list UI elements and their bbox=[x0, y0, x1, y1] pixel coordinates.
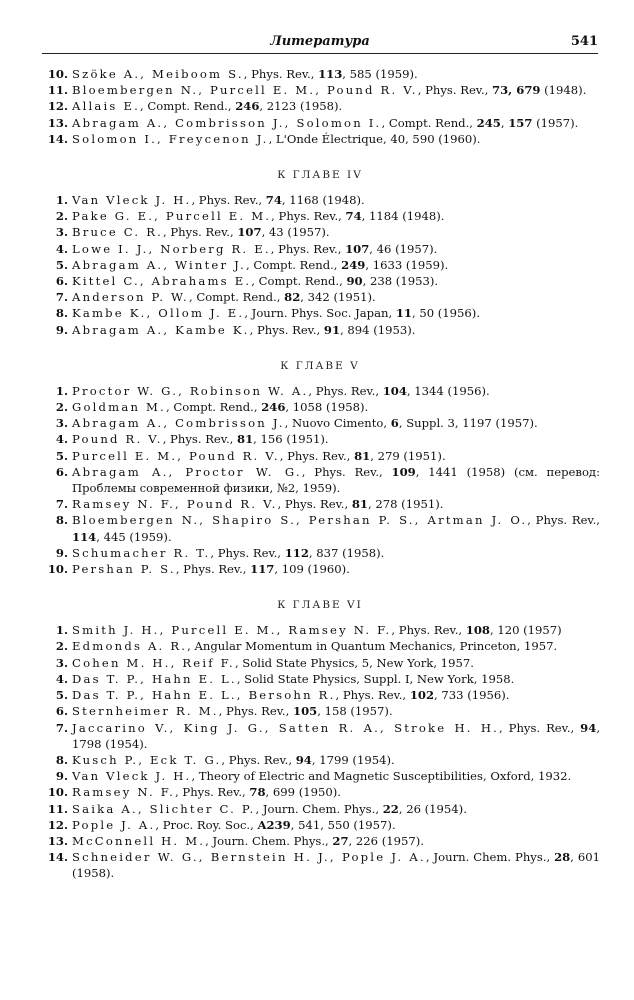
reference-detail: , Phys. Rev., bbox=[243, 67, 319, 81]
reference-number: 4. bbox=[55, 671, 68, 686]
reference-text bbox=[72, 817, 600, 833]
reference-authors: Bruce C. R. bbox=[72, 225, 164, 240]
reference-detail: , 279 (1951). bbox=[370, 448, 446, 463]
reference-authors: Schumacher R. T. bbox=[72, 545, 211, 560]
reference-number: 4. bbox=[55, 241, 68, 256]
reference-volume: 28 bbox=[554, 850, 571, 865]
reference-detail: , Phys. Rev., bbox=[335, 688, 410, 703]
reference-volume: 249 bbox=[341, 257, 366, 272]
reference-detail: , bbox=[500, 115, 509, 130]
reference-volume: 90 bbox=[346, 274, 363, 289]
reference-volume: 107 bbox=[237, 225, 262, 240]
reference-detail: , Angular Momentum in Quantum Mechanics, Princeton, 1957. bbox=[187, 639, 558, 654]
reference-text bbox=[72, 273, 600, 289]
reference-text bbox=[72, 671, 600, 687]
reference-detail: , Phys. Rev., bbox=[271, 209, 346, 224]
reference-entry bbox=[40, 82, 600, 98]
reference-entry bbox=[40, 801, 600, 817]
reference-authors: Ramsey N. F. bbox=[72, 785, 176, 800]
reference-text bbox=[72, 720, 600, 752]
reference-list bbox=[40, 66, 600, 882]
reference-text bbox=[72, 98, 600, 114]
reference-text bbox=[72, 131, 600, 147]
reference-detail: , Phys. Rev., bbox=[175, 785, 250, 800]
reference-detail: , 1168 (1948). bbox=[281, 193, 365, 208]
reference-volume: 91 bbox=[323, 322, 341, 337]
reference-detail: , Compt. Rend., bbox=[166, 400, 262, 415]
reference-entry bbox=[40, 545, 600, 561]
reference-volume: 109 bbox=[391, 464, 416, 479]
reference-number: 14. bbox=[47, 131, 68, 146]
reference-detail: , 1799 (1954). bbox=[311, 752, 395, 767]
page-number: 541 bbox=[570, 34, 598, 49]
reference-authors: Anderson P. W. bbox=[72, 290, 189, 305]
reference-detail: , 1184 (1948). bbox=[361, 209, 445, 224]
reference-number: 3. bbox=[55, 655, 68, 670]
reference-detail: , Phys. Rev., bbox=[191, 193, 266, 208]
reference-detail: , L'Onde Électrique, 40, 590 (1960). bbox=[268, 131, 481, 146]
reference-number: 8. bbox=[55, 513, 68, 528]
reference-volume: 11 bbox=[395, 306, 412, 321]
reference-volume: 82 bbox=[284, 290, 301, 305]
reference-entry bbox=[40, 208, 600, 224]
reference-detail: , 46 (1957). bbox=[369, 241, 438, 256]
reference-detail: , 226 (1957). bbox=[348, 833, 424, 848]
reference-authors: Abragam A., Combrisson J., Solomon I. bbox=[72, 115, 382, 130]
reference-detail: , 585 (1959). bbox=[342, 67, 418, 81]
reference-entry bbox=[40, 784, 600, 800]
reference-text bbox=[72, 655, 600, 671]
reference-authors: Szöke A., Meiboom S. bbox=[72, 67, 244, 81]
reference-authors: Proctor W. G., Robinson W. A. bbox=[72, 383, 309, 398]
reference-volume: 105 bbox=[293, 704, 318, 719]
reference-number: 10. bbox=[47, 562, 68, 577]
reference-authors: McConnell H. M. bbox=[72, 833, 206, 848]
reference-entry bbox=[40, 399, 600, 415]
reference-detail: , Theory of Electric and Magnetic Susceptibilities, Oxford, 1932. bbox=[191, 769, 572, 784]
reference-number: 1. bbox=[55, 383, 68, 398]
reference-text bbox=[72, 687, 600, 703]
reference-entry bbox=[40, 833, 600, 849]
reference-text bbox=[72, 448, 600, 464]
reference-volume: 27 bbox=[332, 833, 349, 848]
reference-authors: Van Vleck J. H. bbox=[72, 193, 192, 208]
reference-authors: Ramsey N. F., Pound R. V. bbox=[72, 497, 278, 512]
reference-number: 7. bbox=[55, 497, 68, 512]
reference-volume: 73, 679 bbox=[492, 83, 541, 98]
reference-detail: (1957). bbox=[532, 115, 579, 130]
reference-detail: , Solid State Physics, 5, New York, 1957. bbox=[234, 655, 474, 670]
reference-detail: , 699 (1950). bbox=[265, 785, 341, 800]
reference-volume: A239 bbox=[257, 817, 291, 832]
reference-number: 12. bbox=[47, 99, 68, 114]
reference-text bbox=[72, 703, 600, 719]
reference-entry bbox=[40, 720, 600, 752]
reference-detail: , Compt. Rend., bbox=[381, 115, 477, 130]
reference-text bbox=[72, 496, 600, 512]
reference-number: 5. bbox=[55, 257, 68, 272]
reference-number: 13. bbox=[47, 833, 68, 848]
reference-detail: , Proc. Roy. Soc., bbox=[155, 817, 258, 832]
reference-volume: 81 bbox=[351, 497, 368, 512]
reference-number: 12. bbox=[47, 817, 68, 832]
reference-text bbox=[72, 638, 600, 654]
reference-number: 10. bbox=[47, 67, 68, 81]
reference-detail: , Phys. Rev., bbox=[162, 432, 238, 447]
reference-text bbox=[72, 399, 600, 415]
reference-entry bbox=[40, 464, 600, 496]
reference-authors: Van Vleck J. H. bbox=[72, 769, 192, 784]
reference-text bbox=[72, 322, 600, 338]
reference-entry bbox=[40, 687, 600, 703]
reference-detail: , Phys. Rev., bbox=[175, 562, 251, 577]
reference-entry bbox=[40, 192, 600, 208]
reference-detail: , Solid State Physics, Suppl. I, New York, 1958. bbox=[236, 671, 515, 686]
reference-detail: , Journ. Phys. Soc. Japan, bbox=[244, 306, 396, 321]
reference-detail: , Compt. Rend., bbox=[245, 257, 342, 272]
reference-text bbox=[72, 257, 600, 273]
reference-volume: 102 bbox=[409, 688, 435, 703]
reference-volume: 108 bbox=[465, 623, 490, 638]
reference-volume: 112 bbox=[284, 545, 309, 560]
reference-authors: Schneider W. G., Bernstein H. J., Pople J. A. bbox=[72, 850, 426, 865]
reference-text bbox=[72, 464, 600, 496]
reference-authors: Solomon I., Freycenon J. bbox=[72, 131, 269, 146]
reference-text bbox=[72, 415, 600, 431]
reference-volume: 81 bbox=[237, 432, 254, 447]
reference-number: 1. bbox=[55, 193, 68, 208]
reference-number: 5. bbox=[55, 688, 68, 703]
reference-number: 2. bbox=[55, 639, 68, 654]
reference-number: 9. bbox=[55, 769, 68, 784]
reference-number: 8. bbox=[55, 306, 68, 321]
reference-section bbox=[40, 66, 600, 147]
reference-detail: , 837 (1958). bbox=[308, 545, 385, 560]
reference-number: 6. bbox=[55, 464, 68, 479]
reference-detail: , Phys. Rev., bbox=[499, 720, 581, 735]
reference-entry bbox=[40, 655, 600, 671]
reference-detail: , 2123 (1958). bbox=[259, 99, 343, 114]
reference-volume: 107 bbox=[345, 241, 370, 256]
reference-detail: , Suppl. 3, 1197 (1957). bbox=[398, 416, 538, 431]
section-heading: К ГЛАВЕ V bbox=[280, 359, 360, 372]
reference-detail: , 158 (1957). bbox=[317, 704, 393, 719]
reference-detail: , Phys. Rev., bbox=[527, 513, 600, 528]
reference-entry bbox=[40, 431, 600, 447]
reference-detail: , 1633 (1959). bbox=[365, 257, 449, 272]
reference-detail: , 733 (1956). bbox=[434, 688, 510, 703]
reference-number: 3. bbox=[55, 416, 68, 431]
reference-authors: Goldman M. bbox=[72, 400, 166, 415]
reference-entry bbox=[40, 496, 600, 512]
reference-authors: Abragam A., Winter J. bbox=[72, 257, 246, 272]
reference-detail: , Phys. Rev., bbox=[221, 752, 296, 767]
reference-number: 7. bbox=[55, 720, 68, 735]
reference-number: 14. bbox=[47, 850, 68, 865]
reference-detail: , Compt. Rend., bbox=[251, 274, 347, 289]
reference-detail: , 894 (1953). bbox=[340, 322, 416, 337]
reference-authors: Pershan P. S. bbox=[72, 562, 176, 577]
reference-text bbox=[72, 192, 600, 208]
reference-entry bbox=[40, 622, 600, 638]
reference-entry bbox=[40, 415, 600, 431]
reference-detail: , Phys. Rev., bbox=[301, 464, 392, 479]
reference-volume: 22 bbox=[382, 801, 399, 816]
reference-number: 1. bbox=[55, 623, 68, 638]
reference-volume: 94 bbox=[295, 752, 312, 767]
reference-text bbox=[72, 512, 600, 544]
reference-authors: Abragam A., Kambe K. bbox=[72, 322, 250, 337]
reference-entry bbox=[40, 512, 600, 544]
reference-detail: , 238 (1953). bbox=[362, 274, 439, 289]
reference-volume: 94 bbox=[580, 720, 597, 735]
reference-number: 11. bbox=[47, 801, 68, 816]
reference-text bbox=[72, 752, 600, 768]
reference-detail: , 278 (1951). bbox=[367, 497, 444, 512]
reference-volume: 81 bbox=[354, 448, 371, 463]
reference-number: 2. bbox=[55, 400, 68, 415]
reference-text bbox=[72, 622, 600, 638]
reference-entry bbox=[40, 817, 600, 833]
reference-section bbox=[40, 360, 600, 577]
reference-number: 4. bbox=[55, 432, 68, 447]
reference-volume: 74 bbox=[345, 209, 362, 224]
reference-text bbox=[72, 545, 600, 561]
reference-number: 6. bbox=[55, 704, 68, 719]
reference-detail: , Phys. Rev., bbox=[277, 497, 352, 512]
reference-detail: , Journ. Chem. Phys., bbox=[205, 833, 333, 848]
reference-authors: Jaccarino V., King J. G., Satten R. A., Stroke H. H. bbox=[72, 720, 500, 735]
reference-text bbox=[72, 66, 600, 82]
reference-entry bbox=[40, 322, 600, 338]
reference-entry bbox=[40, 257, 600, 273]
reference-text bbox=[72, 768, 600, 784]
reference-text bbox=[72, 833, 600, 849]
reference-detail: , 156 (1951). bbox=[253, 432, 329, 447]
reference-detail: , Phys. Rev., bbox=[218, 704, 293, 719]
reference-detail: (1948). bbox=[540, 83, 587, 98]
reference-text bbox=[72, 561, 600, 577]
reference-authors: Cohen M. H., Reif F. bbox=[72, 655, 235, 670]
reference-text bbox=[72, 849, 600, 881]
reference-volume: 104 bbox=[382, 383, 407, 398]
reference-text bbox=[72, 784, 600, 800]
reference-number: 13. bbox=[47, 115, 68, 130]
reference-detail: , Phys. Rev., bbox=[210, 545, 285, 560]
reference-entry bbox=[40, 638, 600, 654]
reference-number: 8. bbox=[55, 752, 68, 767]
reference-entry bbox=[40, 131, 600, 147]
reference-text bbox=[72, 208, 600, 224]
reference-authors: Kambe K., Ollom J. E. bbox=[72, 306, 245, 321]
reference-detail: , 601 (1958). bbox=[72, 850, 601, 881]
reference-entry bbox=[40, 305, 600, 321]
reference-authors: Saika A., Slichter C. P. bbox=[72, 801, 256, 816]
reference-detail: , Phys. Rev., bbox=[391, 623, 466, 638]
reference-volume: 246 bbox=[235, 99, 260, 114]
reference-entry bbox=[40, 66, 600, 82]
reference-detail: , 1344 (1956). bbox=[406, 383, 490, 398]
reference-authors: Sternheimer R. M. bbox=[72, 704, 219, 719]
reference-detail: , Phys. Rev., bbox=[279, 448, 355, 463]
reference-text bbox=[72, 115, 600, 131]
reference-text bbox=[72, 801, 600, 817]
reference-number: 3. bbox=[55, 225, 68, 240]
reference-volume: 74 bbox=[265, 193, 282, 208]
reference-detail: , 120 (1957) bbox=[489, 623, 562, 638]
reference-entry bbox=[40, 241, 600, 257]
reference-authors: Bloembergen N., Purcell E. M., Pound R. V. bbox=[72, 83, 418, 98]
page-title: Литература bbox=[270, 34, 370, 49]
reference-entry bbox=[40, 561, 600, 577]
reference-detail: , 1058 (1958). bbox=[285, 400, 369, 415]
reference-authors: Edmonds A. R. bbox=[72, 639, 188, 654]
reference-volume: 114 bbox=[72, 529, 97, 544]
reference-authors: Kittel C., Abrahams E. bbox=[72, 274, 252, 289]
reference-text bbox=[72, 241, 600, 257]
running-header bbox=[42, 31, 598, 54]
reference-detail: , 541, 550 (1957). bbox=[290, 817, 396, 832]
reference-text bbox=[72, 224, 600, 240]
reference-authors: Abragam A., Proctor W. G. bbox=[72, 464, 302, 479]
reference-detail: , 26 (1954). bbox=[398, 801, 467, 816]
reference-volume: 78 bbox=[249, 785, 266, 800]
reference-section bbox=[40, 599, 600, 881]
reference-detail: , Phys. Rev., bbox=[163, 225, 238, 240]
reference-text bbox=[72, 82, 600, 98]
reference-detail: , 1441 (1958) (см. перевод: Проблемы современной физики, №2, 1959). bbox=[72, 464, 600, 496]
reference-volume: 246 bbox=[261, 400, 286, 415]
reference-detail: , Journ. Chem. Phys., bbox=[425, 850, 555, 865]
reference-authors: Lowe I. J., Norberg R. E. bbox=[72, 241, 271, 256]
reference-volume: 157 bbox=[508, 115, 533, 130]
reference-authors: Das T. P., Hahn E. L., Bersohn R. bbox=[72, 688, 336, 703]
reference-volume: 113 bbox=[318, 67, 343, 81]
reference-detail: , 1798 (1954). bbox=[72, 720, 600, 751]
reference-authors: Abragam A., Combrisson J. bbox=[72, 416, 285, 431]
reference-entry bbox=[40, 448, 600, 464]
reference-detail: , Phys. Rev., bbox=[417, 83, 493, 98]
reference-authors: Purcell E. M., Pound R. V. bbox=[72, 448, 280, 463]
reference-detail: , 445 (1959). bbox=[96, 529, 172, 544]
reference-authors: Das T. P., Hahn E. L. bbox=[72, 671, 237, 686]
reference-detail: , Compt. Rend., bbox=[188, 290, 285, 305]
reference-detail: , Phys. Rev., bbox=[249, 322, 324, 337]
reference-authors: Bloembergen N., Shapiro S., Pershan P. S., Artman J. O. bbox=[72, 513, 528, 528]
reference-entry bbox=[40, 98, 600, 114]
reference-detail: , Nuovo Cimento, bbox=[284, 416, 391, 431]
reference-authors: Pound R. V. bbox=[72, 432, 163, 447]
reference-text bbox=[72, 431, 600, 447]
reference-entry bbox=[40, 224, 600, 240]
section-heading: К ГЛАВЕ IV bbox=[277, 169, 363, 182]
reference-detail: , Phys. Rev., bbox=[270, 241, 346, 256]
reference-entry bbox=[40, 768, 600, 784]
reference-authors: Smith J. H., Purcell E. M., Ramsey N. F. bbox=[72, 623, 392, 638]
reference-number: 5. bbox=[55, 448, 68, 463]
reference-detail: , 109 (1960). bbox=[274, 562, 350, 577]
reference-text bbox=[72, 383, 600, 399]
reference-section bbox=[40, 169, 600, 338]
reference-authors: Kusch P., Eck T. G. bbox=[72, 752, 222, 767]
reference-authors: Allais E. bbox=[72, 99, 140, 114]
reference-number: 9. bbox=[55, 545, 68, 560]
reference-detail: , Journ. Chem. Phys., bbox=[255, 801, 383, 816]
reference-number: 2. bbox=[55, 209, 68, 224]
reference-text bbox=[72, 289, 600, 305]
reference-volume: 117 bbox=[250, 562, 275, 577]
reference-entry bbox=[40, 752, 600, 768]
reference-detail: , 50 (1956). bbox=[411, 306, 480, 321]
reference-number: 11. bbox=[47, 83, 68, 98]
reference-detail: , 342 (1951). bbox=[300, 290, 376, 305]
reference-entry bbox=[40, 273, 600, 289]
reference-entry bbox=[40, 383, 600, 399]
reference-number: 10. bbox=[47, 785, 68, 800]
reference-entry bbox=[40, 115, 600, 131]
reference-detail: , Compt. Rend., bbox=[140, 99, 236, 114]
reference-number: 9. bbox=[55, 322, 68, 337]
reference-entry bbox=[40, 849, 600, 881]
reference-detail: , Phys. Rev., bbox=[308, 383, 383, 398]
reference-number: 7. bbox=[55, 290, 68, 305]
reference-entry bbox=[40, 289, 600, 305]
reference-detail: , 43 (1957). bbox=[261, 225, 330, 240]
reference-authors: Pake G. E., Purcell E. M. bbox=[72, 209, 272, 224]
reference-number: 6. bbox=[55, 274, 68, 289]
reference-volume: 6 bbox=[390, 416, 399, 431]
reference-authors: Pople J. A. bbox=[72, 817, 156, 832]
reference-entry bbox=[40, 703, 600, 719]
reference-volume: 245 bbox=[476, 115, 501, 130]
reference-text bbox=[72, 305, 600, 321]
reference-entry bbox=[40, 671, 600, 687]
section-heading: К ГЛАВЕ VI bbox=[277, 599, 363, 612]
